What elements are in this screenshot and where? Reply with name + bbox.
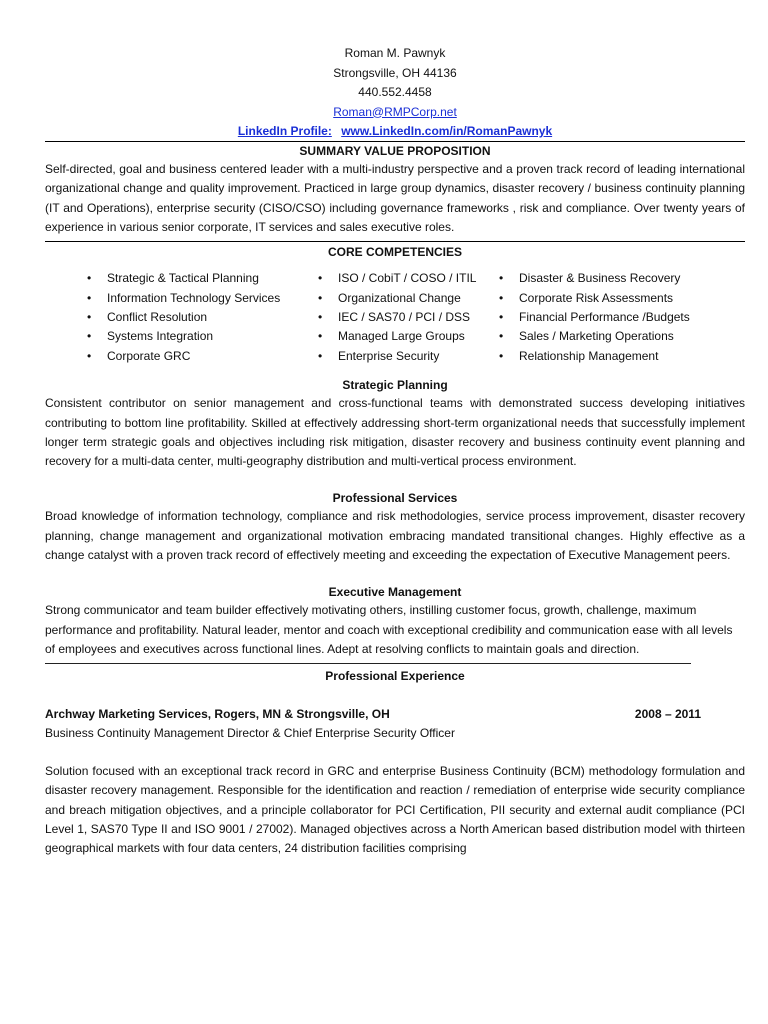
- experience-section: [45, 667, 745, 858]
- competencies-column-3: [499, 269, 709, 366]
- section-title: Executive Management: [328, 585, 462, 600]
- list-item: • Organizational Change: [318, 289, 499, 308]
- professional-services-section: [45, 489, 745, 565]
- section-title: Professional Services: [332, 491, 458, 506]
- strategic-planning-section: [45, 376, 745, 471]
- competencies-column-1: [87, 269, 318, 366]
- list-item: • Strategic & Tactical Planning: [87, 269, 318, 288]
- competencies-grid: [45, 269, 745, 366]
- list-item: • Enterprise Security: [318, 347, 499, 366]
- linkedin-row: [45, 122, 745, 141]
- competencies-title: CORE COMPETENCIES: [327, 245, 462, 260]
- list-item: • IEC / SAS70 / PCI / DSS: [318, 308, 499, 327]
- job-header: [45, 705, 745, 724]
- summary-divider: [45, 241, 745, 242]
- candidate-email-row: [45, 103, 745, 123]
- experience-title: Professional Experience: [325, 669, 465, 684]
- summary-section: [45, 142, 745, 237]
- resume-page: [45, 44, 745, 859]
- list-item: • Disaster & Business Recovery: [499, 269, 709, 288]
- list-item: • Financial Performance /Budgets: [499, 308, 709, 327]
- list-item: • Managed Large Groups: [318, 327, 499, 346]
- summary-text: Self-directed, goal and business centered leader with a multi-industry perspective and a proven track record of leading international organizational change and quality improvement. Practiced in large group dynamics, disaster recovery / business continuity planning (IT and Operations), enterprise security (CISO/CSO) including governance frameworks , risk and compliance. Over twenty years of experience in various senior corporate, IT services and sales executive roles.: [45, 162, 745, 234]
- executive-management-section: [45, 583, 745, 659]
- linkedin-link[interactable]: www.LinkedIn.com/in/RomanPawnyk: [341, 124, 553, 138]
- list-item: • Corporate GRC: [87, 347, 318, 366]
- list-item: • Corporate Risk Assessments: [499, 289, 709, 308]
- candidate-name: Roman M. Pawnyk: [344, 46, 446, 60]
- competencies-column-2: [318, 269, 499, 366]
- section-text: Broad knowledge of information technology, compliance and risk methodologies, service process improvement, disaster recovery planning, change management and organizational motivation embracing mandated transitional changes. Highly effective as a change catalyst with a proven track record of effectively meeting and exceeding the expectation of Executive Management peers.: [45, 509, 745, 562]
- summary-title: SUMMARY VALUE PROPOSITION: [299, 144, 491, 158]
- job-company: Archway Marketing Services, Rogers, MN & Strongsville, OH: [45, 707, 390, 722]
- email-link[interactable]: Roman@RMPCorp.net: [333, 104, 457, 119]
- list-item: • Sales / Marketing Operations: [499, 327, 709, 346]
- list-item: • Relationship Management: [499, 347, 709, 366]
- list-item: • Conflict Resolution: [87, 308, 318, 327]
- list-item: • Systems Integration: [87, 327, 318, 346]
- experience-divider: [45, 663, 691, 664]
- candidate-phone: 440.552.4458: [358, 85, 432, 99]
- linkedin-label: LinkedIn Profile:: [237, 124, 332, 138]
- section-text: Consistent contributor on senior management and cross-functional teams with demonstrated success developing initiatives contributing to bottom line profitability. Skilled at effectively addressing short-term organizational needs that successfully implement longer term strategic goals and objectives including risk mitigation, disaster recovery and business continuity event planning and recovery for a multi-data center, multi-geography distribution and multi-vertical process environment.: [45, 396, 745, 469]
- job-dates: 2008 – 2011: [634, 707, 701, 722]
- competencies-section: [45, 243, 745, 366]
- section-title: Strategic Planning: [342, 378, 448, 393]
- candidate-city: Strongsville, OH 44136: [333, 65, 457, 80]
- section-text: Strong communicator and team builder effectively motivating others, instilling customer focus, growth, challenge, maximum performance and profitability. Natural leader, mentor and coach with exceptional credibility and communication ease with all levels of employees and executives across functional lines. Adept at resolving conflicts to maintain goals and direction.: [45, 603, 733, 656]
- contact-header: [45, 44, 745, 141]
- job-role: Business Continuity Management Director & Chief Enterprise Security Officer: [45, 726, 455, 741]
- list-item: • ISO / CobiT / COSO / ITIL: [318, 269, 499, 288]
- list-item: • Information Technology Services: [87, 289, 318, 308]
- job-description: Solution focused with an exceptional track record in GRC and enterprise Business Continuity (BCM) methodology formulation and disaster recovery management. Responsible for the identification and reaction / remediation of enterprise wide security compliance and breach mitigation objectives, and a principle collaborator for PCI Certification, PII security and external audit compliance (PCI Level 1, SAS70 Type II and ISO 9001 / 27002). Managed objectives across a North American based distribution model with thirteen geographical markets with four data centers, 24 distribution facilities comprising: [45, 764, 745, 856]
